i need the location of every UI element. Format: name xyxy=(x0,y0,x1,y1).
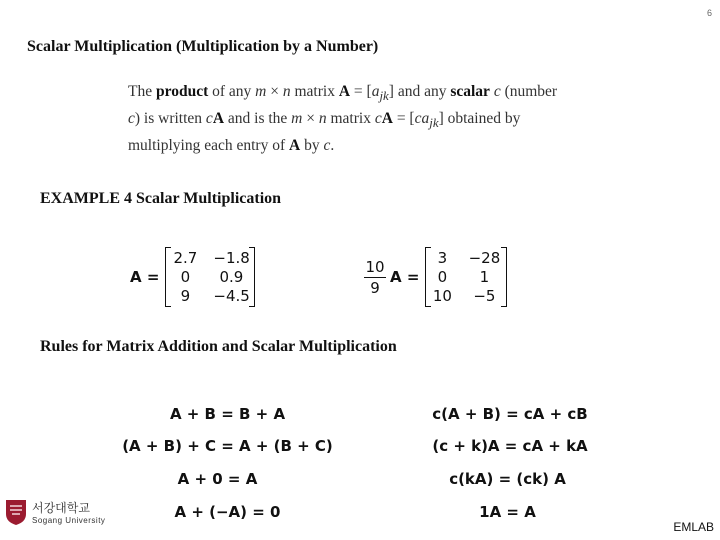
matrix-cell: −4.5 xyxy=(213,287,250,305)
matrix-cell: −5 xyxy=(473,287,496,305)
footer-lab-name: EMLAB xyxy=(673,520,714,534)
university-logo xyxy=(4,498,105,526)
matrix-cell: 0.9 xyxy=(219,268,244,286)
university-name-korean: 서강대학교 xyxy=(32,501,90,515)
rules-title: Rules for Matrix Addition and Scalar Multiplication xyxy=(40,338,397,355)
rule-left-4: A + (−A) = 0 xyxy=(174,503,281,521)
example-title: EXAMPLE 4 Scalar Multiplication xyxy=(40,190,282,207)
scaled-matrix-equation xyxy=(364,247,507,307)
matrix-a xyxy=(165,247,255,307)
matrix-cell: 3 xyxy=(437,249,448,267)
matrix-cell: 9 xyxy=(180,287,191,305)
rule-right-1: c(A + B) = cA + cB xyxy=(432,405,588,423)
rule-right-4: 1A = A xyxy=(479,503,536,521)
matrix-cell: 2.7 xyxy=(173,249,198,267)
definition-text xyxy=(128,80,653,157)
matrix-cell: 10 xyxy=(432,287,452,305)
matrix-cell: −1.8 xyxy=(213,249,250,267)
rule-right-3: c(kA) = (ck) A xyxy=(449,470,566,488)
rule-left-2: (A + B) + C = A + (B + C) xyxy=(122,437,333,455)
rule-left-1: A + B = B + A xyxy=(169,405,286,423)
university-seal-icon xyxy=(4,498,28,526)
matrix-cell: 0 xyxy=(180,268,191,286)
university-name-english: Sogang University xyxy=(32,516,106,525)
scaled-matrix-label: A = xyxy=(390,268,420,286)
definition-line-2: c) is written cA and is the m × n matrix cA = $[ca_{jk}]$ obtained by xyxy=(128,110,521,131)
page-number: 6 xyxy=(706,8,712,18)
matrix-cell: 1 xyxy=(479,268,490,286)
matrix-a-label: A = xyxy=(130,268,160,286)
matrix-cell: −28 xyxy=(468,249,501,267)
definition-line-3: multiplying each entry of A by c. xyxy=(128,137,335,155)
slide-title: Scalar Multiplication (Multiplication by a Number) xyxy=(27,38,379,55)
rule-right-2: (c + k)A = cA + kA xyxy=(432,437,588,455)
definition-line-1: The product of any m × n matrix $A = [a_{jk}]$ and any scalar c (number xyxy=(128,83,558,104)
matrix-a-equation xyxy=(130,247,255,307)
rule-left-3: A + 0 = A xyxy=(177,470,258,488)
scalar-fraction: $\frac{10}{9}$ xyxy=(365,257,385,297)
matrix-cell: 0 xyxy=(437,268,448,286)
matrix-result xyxy=(425,247,507,307)
